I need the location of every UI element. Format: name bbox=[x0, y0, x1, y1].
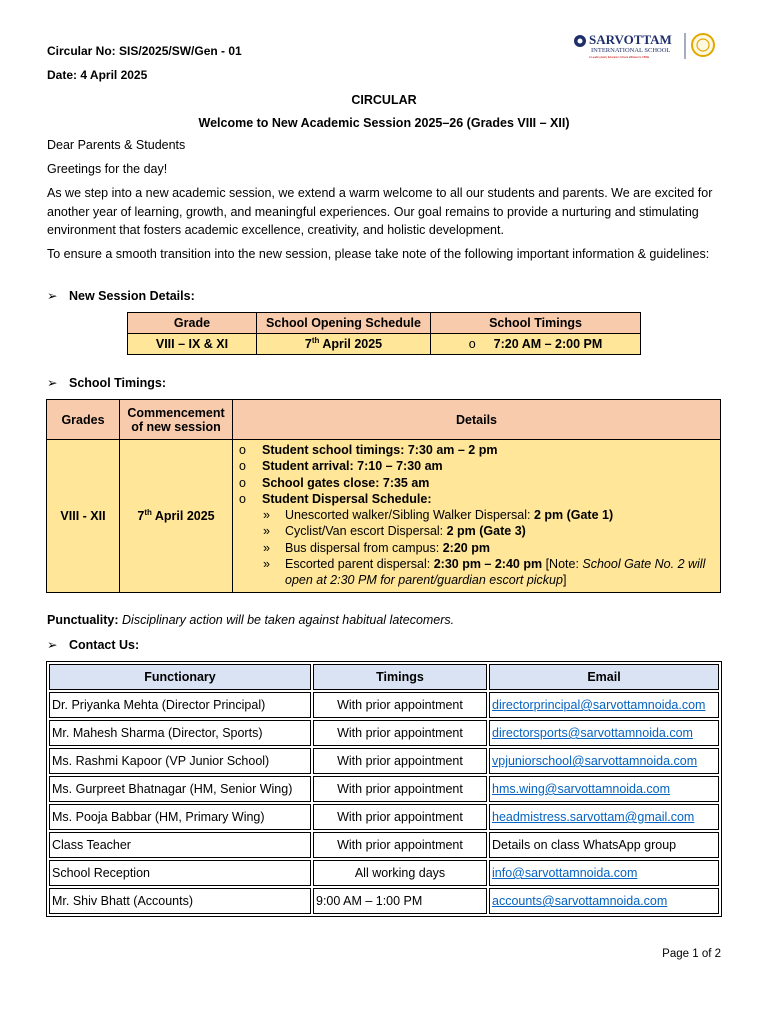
contact-table bbox=[46, 661, 722, 917]
section-school-timings-heading: ➢ School Timings: bbox=[47, 376, 166, 390]
timing-cell: 9:00 AM – 1:00 PM bbox=[313, 888, 487, 914]
punctuality-note: Punctuality: Disciplinary action will be taken against habitual latecomers. bbox=[47, 613, 455, 627]
table-row bbox=[128, 334, 641, 355]
list-item: » Escorted parent dispersal: 2:30 pm – 2:40 pm [Note: School Gate No. 2 will open at 2:30 PM for parent/guardian escort pickup] bbox=[263, 557, 706, 588]
intro-paragraph: As we step into a new academic session, we extend a warm welcome to all our students and parents. We are excited for another year of learning, growth, and meaningful experiences. Our goal remains to provide a nurturing and stimulating environment that fosters academic excellence, creativity, and holistic development. bbox=[47, 186, 713, 237]
page-subtitle: Welcome to New Academic Session 2025–26 (Grades VIII – XII) bbox=[198, 116, 570, 130]
logo-tagline: A Leading Early Education School affiliated to CBSE bbox=[589, 56, 650, 59]
list-item: o School gates close: 7:35 am bbox=[239, 475, 430, 490]
email-link[interactable]: accounts@sarvottamnoida.com bbox=[492, 894, 668, 908]
page-title: CIRCULAR bbox=[351, 93, 417, 107]
circle-bullet-icon: o bbox=[239, 459, 246, 474]
circle-bullet-icon: o bbox=[468, 337, 476, 351]
school-timings-cell: o 7:20 AM – 2:00 PM bbox=[431, 334, 641, 355]
table-header: Grade bbox=[128, 313, 257, 334]
table-row bbox=[49, 748, 719, 774]
table-row bbox=[49, 804, 719, 830]
circular-date: Date: 4 April 2025 bbox=[47, 68, 148, 82]
grades-cell: VIII - XII bbox=[47, 440, 120, 593]
table-header: School Timings bbox=[431, 313, 641, 334]
table-header: Commencement of new session bbox=[120, 400, 233, 440]
anniversary-seal-icon bbox=[692, 34, 714, 56]
table-header-row bbox=[47, 400, 721, 440]
timing-cell: With prior appointment bbox=[313, 748, 487, 774]
functionary-cell: School Reception bbox=[49, 860, 311, 886]
section-new-session-heading: ➢ New Session Details: bbox=[47, 289, 195, 303]
greeting: Greetings for the day! bbox=[47, 162, 168, 176]
email-cell bbox=[489, 776, 719, 802]
table-header: Email bbox=[489, 664, 719, 690]
table-row bbox=[49, 832, 719, 858]
details-cell bbox=[233, 440, 721, 593]
functionary-cell: Dr. Priyanka Mehta (Director Principal) bbox=[49, 692, 311, 718]
email-link[interactable]: headmistress.sarvottam@gmail.com bbox=[492, 810, 695, 824]
email-cell bbox=[489, 692, 719, 718]
table-row bbox=[49, 776, 719, 802]
table-header: Details bbox=[233, 400, 721, 440]
list-item: o Student Dispersal Schedule: bbox=[239, 491, 432, 506]
email-link[interactable]: directorsports@sarvottamnoida.com bbox=[492, 726, 693, 740]
table-header: School Opening Schedule bbox=[257, 313, 431, 334]
timing-cell: With prior appointment bbox=[313, 720, 487, 746]
email-link[interactable]: info@sarvottamnoida.com bbox=[492, 866, 638, 880]
section-contact-heading: ➢ Contact Us: bbox=[47, 638, 140, 652]
email-link[interactable]: hms.wing@sarvottamnoida.com bbox=[492, 782, 671, 796]
circular-number: Circular No: SIS/2025/SW/Gen - 01 bbox=[47, 44, 242, 58]
functionary-cell: Mr. Mahesh Sharma (Director, Sports) bbox=[49, 720, 311, 746]
list-item: » Cyclist/Van escort Dispersal: 2 pm (Gate 3) bbox=[263, 524, 526, 539]
list-item: o Student school timings: 7:30 am – 2 pm bbox=[239, 443, 498, 457]
school-logo bbox=[572, 28, 718, 62]
timing-cell: With prior appointment bbox=[313, 776, 487, 802]
table-header-row bbox=[128, 313, 641, 334]
timing-cell: With prior appointment bbox=[313, 832, 487, 858]
school-timings-table bbox=[46, 399, 721, 593]
chevron-bullet-icon: » bbox=[263, 508, 270, 523]
arrow-bullet-icon: ➢ bbox=[47, 376, 58, 390]
table-row bbox=[49, 720, 719, 746]
email-cell: Details on class WhatsApp group bbox=[489, 832, 719, 858]
list-item: » Bus dispersal from campus: 2:20 pm bbox=[263, 540, 490, 555]
chevron-bullet-icon: » bbox=[263, 540, 270, 555]
email-link[interactable]: vpjuniorschool@sarvottamnoida.com bbox=[492, 754, 698, 768]
email-cell bbox=[489, 748, 719, 774]
table-header-row bbox=[49, 664, 719, 690]
logo-subtitle: INTERNATIONAL SCHOOL bbox=[591, 47, 671, 54]
email-cell bbox=[489, 720, 719, 746]
functionary-cell: Ms. Pooja Babbar (HM, Primary Wing) bbox=[49, 804, 311, 830]
arrow-bullet-icon: ➢ bbox=[47, 638, 58, 652]
logo-name: SARVOTTAM bbox=[589, 32, 672, 47]
commencement-cell: 7th April 2025 bbox=[120, 440, 233, 593]
table-header: Grades bbox=[47, 400, 120, 440]
functionary-cell: Class Teacher bbox=[49, 832, 311, 858]
email-cell bbox=[489, 804, 719, 830]
chevron-bullet-icon: » bbox=[263, 557, 270, 572]
page-number: Page 1 of 2 bbox=[662, 948, 721, 960]
list-item: » Unescorted walker/Sibling Walker Dispersal: 2 pm (Gate 1) bbox=[263, 508, 614, 523]
guidelines-paragraph: To ensure a smooth transition into the new session, please take note of the following important information & guidelines: bbox=[47, 247, 710, 261]
table-row bbox=[47, 440, 721, 593]
chevron-bullet-icon: » bbox=[263, 524, 270, 539]
arrow-bullet-icon: ➢ bbox=[47, 289, 58, 303]
circle-bullet-icon: o bbox=[239, 443, 246, 457]
circle-bullet-icon: o bbox=[239, 491, 246, 506]
opening-schedule-cell: 7th April 2025 bbox=[257, 334, 431, 355]
email-cell bbox=[489, 860, 719, 886]
table-row bbox=[49, 692, 719, 718]
email-cell bbox=[489, 888, 719, 914]
functionary-cell: Ms. Rashmi Kapoor (VP Junior School) bbox=[49, 748, 311, 774]
timing-cell: With prior appointment bbox=[313, 692, 487, 718]
grade-cell: VIII – IX & XI bbox=[128, 334, 257, 355]
salutation: Dear Parents & Students bbox=[47, 138, 186, 152]
table-header: Functionary bbox=[49, 664, 311, 690]
timing-cell: All working days bbox=[313, 860, 487, 886]
functionary-cell: Ms. Gurpreet Bhatnagar (HM, Senior Wing) bbox=[49, 776, 311, 802]
circle-bullet-icon: o bbox=[239, 475, 246, 490]
functionary-cell: Mr. Shiv Bhatt (Accounts) bbox=[49, 888, 311, 914]
timing-cell: With prior appointment bbox=[313, 804, 487, 830]
table-row bbox=[49, 860, 719, 886]
table-header: Timings bbox=[313, 664, 487, 690]
table-row bbox=[49, 888, 719, 914]
details-list bbox=[233, 442, 720, 589]
new-session-table bbox=[127, 312, 641, 355]
list-item: o Student arrival: 7:10 – 7:30 am bbox=[239, 459, 443, 474]
email-link[interactable]: directorprincipal@sarvottamnoida.com bbox=[492, 698, 706, 712]
